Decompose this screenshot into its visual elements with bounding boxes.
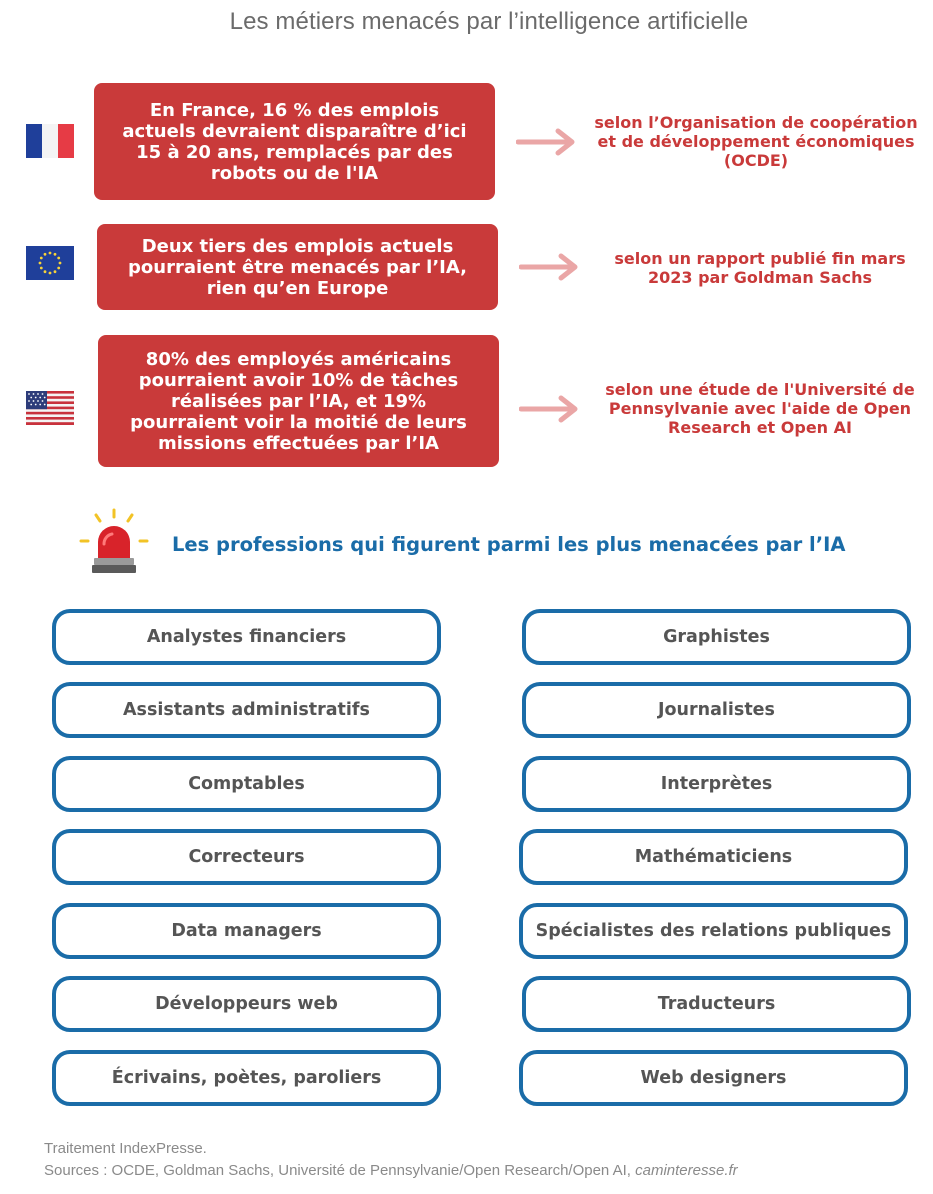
- profession-pill: Spécialistes des relations publiques: [519, 903, 908, 959]
- arrow-right-icon: [519, 395, 579, 423]
- stat-source: selon une étude de l'Université de Pennsylvanie avec l'aide de Open Research et Open AI: [605, 380, 915, 437]
- profession-pill: Comptables: [52, 756, 441, 812]
- stat-box: 80% des employés américains pourraient avoir 10% de tâches réalisées par l’IA, et 19% pourraient voir la moitié de leurs missions effectuées par l’IA: [98, 335, 499, 467]
- profession-pill: Écrivains, poètes, paroliers: [52, 1050, 441, 1106]
- footer-sources-text: Sources : OCDE, Goldman Sachs, Université de Pennsylvanie/Open Research/Open AI,: [44, 1162, 636, 1179]
- footer-line-treatment: Traitement IndexPresse.: [44, 1140, 207, 1157]
- alarm-siren-icon: [78, 508, 150, 576]
- professions-heading: Les professions qui figurent parmi les plus menacées par l’IA: [172, 533, 846, 556]
- arrow-right-icon: [519, 253, 579, 281]
- profession-pill: Analystes financiers: [52, 609, 441, 665]
- profession-pill: Graphistes: [522, 609, 911, 665]
- stat-box: En France, 16 % des emplois actuels devraient disparaître d’ici 15 à 20 ans, remplacés par des robots ou de l'IA: [94, 83, 495, 200]
- profession-pill: Data managers: [52, 903, 441, 959]
- stat-box: Deux tiers des emplois actuels pourraient être menacés par l’IA, rien qu’en Europe: [97, 224, 498, 310]
- profession-pill: Journalistes: [522, 682, 911, 738]
- page-title: Les métiers menacés par l’intelligence artificielle: [229, 8, 749, 35]
- arrow-right-icon: [516, 128, 576, 156]
- profession-pill: Web designers: [519, 1050, 908, 1106]
- eu-flag-icon: [26, 246, 74, 280]
- footer-site: caminteresse.fr: [635, 1162, 738, 1179]
- stat-source: selon un rapport publié fin mars 2023 par Goldman Sachs: [614, 249, 906, 287]
- profession-pill: Traducteurs: [522, 976, 911, 1032]
- usa-flag-icon: [26, 391, 74, 425]
- france-flag-icon: [26, 124, 74, 158]
- profession-pill: Développeurs web: [52, 976, 441, 1032]
- profession-pill: Assistants administratifs: [52, 682, 441, 738]
- profession-pill: Interprètes: [522, 756, 911, 812]
- stat-source: selon l’Organisation de coopération et de développement économiques (OCDE): [594, 113, 918, 170]
- footer-line-sources: [44, 1160, 738, 1182]
- footer-credits: [44, 1138, 738, 1182]
- profession-pill: Correcteurs: [52, 829, 441, 885]
- profession-pill: Mathématiciens: [519, 829, 908, 885]
